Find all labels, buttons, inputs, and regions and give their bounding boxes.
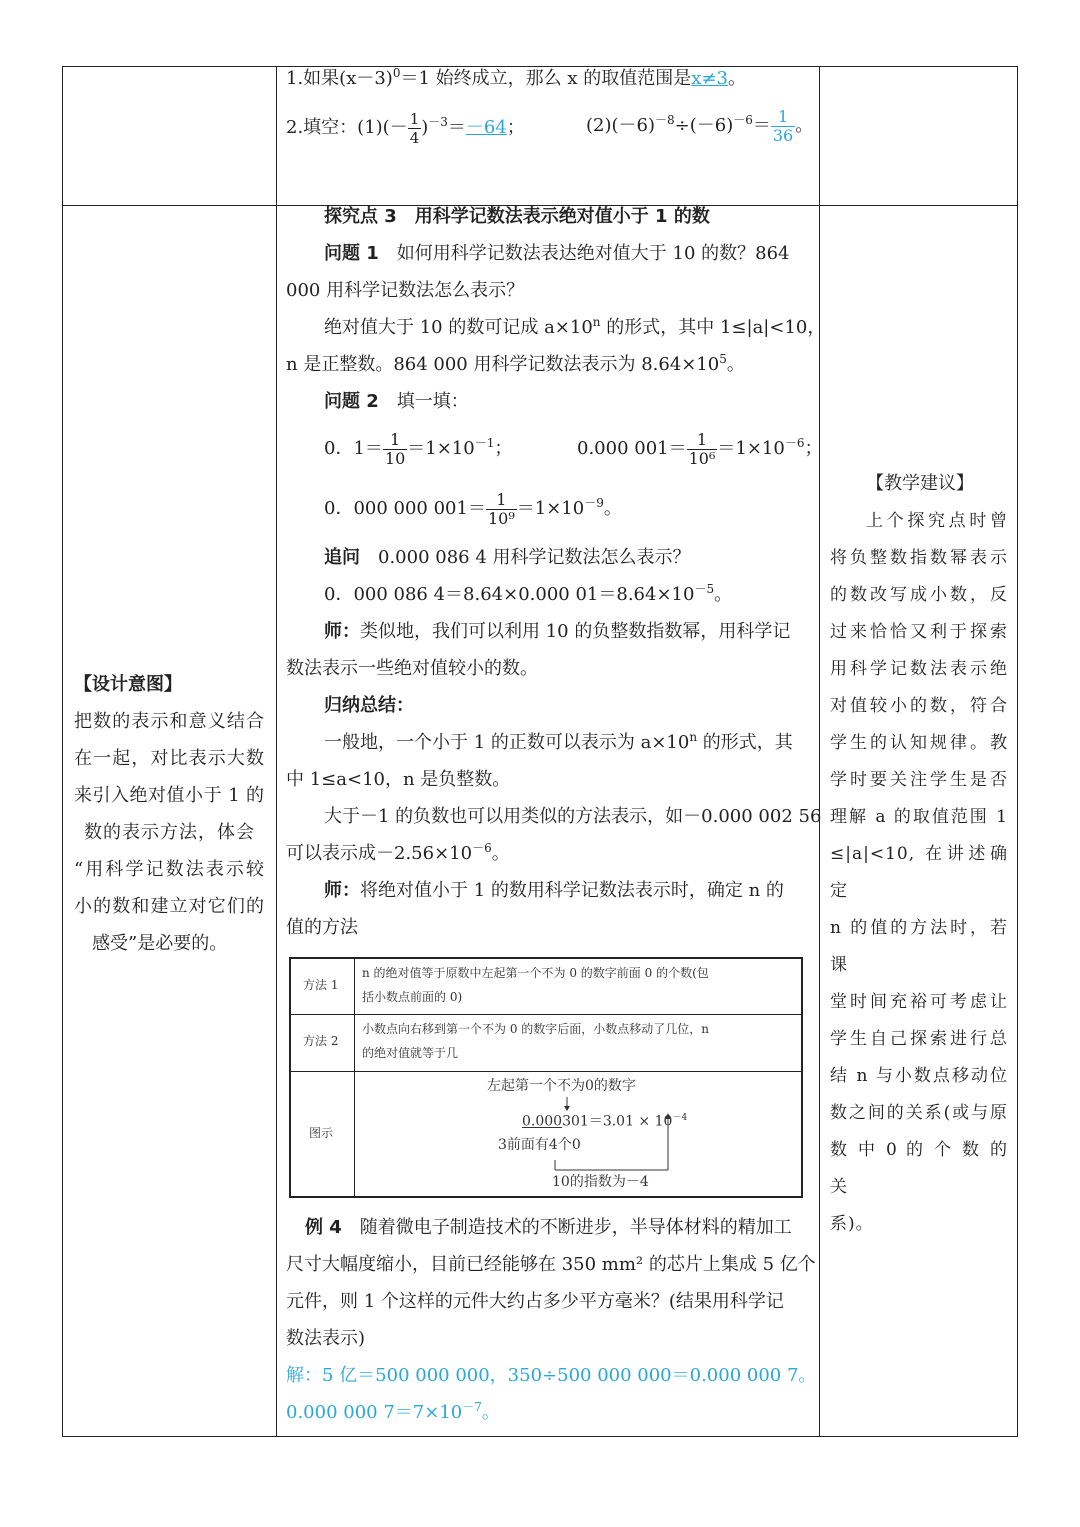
teaching-advice-heading: 【教学建议】 — [866, 473, 974, 494]
example-4-line1: 例 4 随着微电子制造技术的不断进步，半导体材料的精加工 — [305, 1217, 792, 1238]
design-intent-text: 把数的表示和意义结合 在一起，对比表示大数 来引入绝对值小于 1 的 数的表示方法，体会 “用科学记数法表示较 小的数和建立对它们的 感受”是必要的。 — [74, 711, 264, 954]
example-4-line2: 尺寸大幅度缩小，目前已经能够在 350 mm² 的芯片上集成 5 亿个 — [286, 1254, 816, 1275]
method-1-label: 方法 1 — [303, 978, 339, 992]
example-4-line3: 元件，则 1 个这样的元件大约占多少平方毫米？(结果用科学记 — [286, 1291, 784, 1312]
column-divider-right — [819, 67, 820, 1436]
solution-line-2: 0.000 000 $7=7\times 10^{-7}$。 — [286, 1400, 500, 1423]
summary-line-1: 一般地，一个小于 1 的正数可以表示为 $a\times 10^n$ 的形式，其 — [324, 730, 793, 753]
answer-1-line2: n 是正整数。864 000 用科学记数法表示为 $8.64\times 10^5$。 — [286, 352, 745, 375]
question-1-cont: 000 用科学记数法怎么表示？ — [286, 280, 525, 301]
question-1: 问题 1 如何用科学记数法表达绝对值大于 10 的数？864 — [324, 243, 790, 264]
review-question-2b: $(2)(-6)^{-8}\div(-6)^{-6}=$ $\frac{1}{36}$ 。 — [586, 106, 814, 145]
follow-up-question: 追问 0.000 086 4 用科学记数法怎么表示？ — [324, 547, 691, 568]
method-2-label: 方法 2 — [303, 1034, 339, 1048]
teacher-note-2-cont: 值的方法 — [286, 917, 358, 938]
fill-in-3: 0．000 000 001＝ $\frac{1}{\text{10⁹}}$ $=1\times 10^{-9}$。 — [324, 489, 622, 528]
solution-line-1: 解：5 亿＝500 000 000，350÷500 000 000＝0.000 000 7。 — [286, 1365, 817, 1386]
summary-line-2: 中 1≤a<10，n 是负整数。 — [286, 769, 511, 790]
review-question-1: 1.如果$(x-3)^0=1$ 始终成立，那么 x 的取值范围是x≠3。 — [286, 66, 746, 89]
teaching-advice-text: 上个探究点时曾 将负整数指数幂表示 的数改写成小数，反 过来恰恰又利于探索 用科学记数法表示绝 对值较小的数，符合 学生的认知规律。教 学时要关注学生是否 理解 a 的取值范围 1 ≤|a|<10, 在讲述确定 n 的值的方法时，若课 堂时间充裕可考虑让 学生自己探索进行总 结 n 与小数点移动位 数之间的关系(或与原 数 中 0 的 个 数 的 关 系)。 — [830, 511, 1008, 1234]
method-1-text: n 的绝对值等于原数中左起第一个不为 0 的数字前面 0 的个数(包 括小数点前面的 0) — [362, 966, 709, 1004]
summary-line-4: 可以表示成$-2.56\times 10^{-6}$。 — [286, 841, 510, 864]
fill-in-2: 0.000 001＝ $\frac{1}{\text{10⁶}}$ $=1\times 10^{-6}$； — [577, 429, 823, 468]
answer-q2-1: －64 — [465, 117, 507, 138]
method-3-label: 图示 — [309, 1126, 334, 1140]
example-4-line4: 数法表示) — [286, 1328, 366, 1349]
diagram-equation: $0.000301=3.01 \times 10^{-4}$ — [522, 1113, 688, 1130]
teacher-note-2: 师：将绝对值小于 1 的数用科学记数法表示时，确定 n 的 — [324, 880, 784, 901]
fill-in-1: 0．1＝ $\frac{1}{10}$ $=1\times 10^{-1}$； — [324, 429, 513, 468]
summary-line-3: 大于－1 的负数也可以用类似的方法表示，如－0.000 002 56 — [324, 806, 822, 827]
answer-1-line1: 绝对值大于 10 的数可记成 $a\times 10^n$ 的形式，其中 1≤|a|<10， — [324, 315, 826, 338]
section-title: 探究点 3 用科学记数法表示绝对值小于 1 的数 — [324, 206, 710, 227]
teacher-note-1: 师：类似地，我们可以利用 10 的负整数指数幂，用科学记 — [324, 621, 791, 642]
diagram-top-label: 左起第一个不为0的数字 — [487, 1078, 636, 1094]
answer-q1: x≠3 — [691, 68, 728, 89]
question-2: 问题 2 填一填： — [324, 391, 469, 412]
summary-heading: 归纳总结： — [324, 695, 414, 716]
teacher-note-1-cont: 数法表示一些绝对值较小的数。 — [286, 658, 538, 679]
methods-col-divider — [354, 959, 355, 1196]
follow-up-answer: 0．000 086 4＝8.64×0.000 $01=8.64\times 10^{-5}$。 — [324, 582, 733, 605]
review-question-2: 2.填空：(1)(－ $\frac{1}{4}$ )$^{-3}$＝－64； — [286, 109, 525, 147]
design-intent-heading: 【设计意图】 — [74, 674, 182, 695]
diagram-zero-count: 3前面有4个0 — [498, 1137, 581, 1153]
methods-row-divider — [291, 1071, 801, 1072]
diagram-exponent-label: 10的指数为－4 — [552, 1174, 649, 1190]
method-2-text: 小数点向右移到第一个不为 0 的数字后面，小数点移动了几位，n 的绝对值就等于几 — [362, 1022, 709, 1060]
methods-row-divider — [291, 1014, 801, 1015]
answer-q2-2: $\frac{1}{36}$ — [772, 106, 794, 145]
column-divider-left — [276, 67, 277, 1436]
